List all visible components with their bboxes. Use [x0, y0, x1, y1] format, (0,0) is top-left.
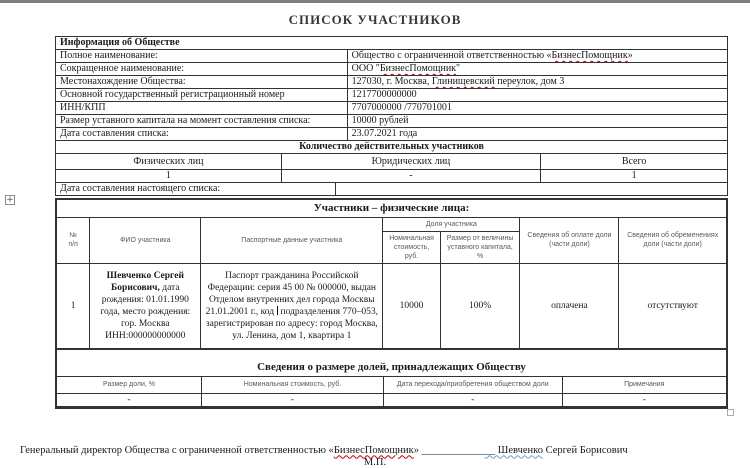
field-value[interactable]: 10000 рублей: [347, 115, 727, 128]
table-row: [56, 115, 728, 128]
column-header: Примечания: [562, 376, 726, 393]
spellcheck-word: БизнесПомощник: [379, 63, 457, 74]
spellcheck-word: БизнесПомощник: [333, 444, 414, 456]
column-header: Всего: [541, 154, 728, 170]
table-row: [56, 76, 728, 89]
field-label: Местонахождение Общества:: [56, 76, 348, 89]
share-size-value[interactable]: -: [57, 393, 202, 406]
column-header-payment: Сведения об оплате доли (части доли): [520, 217, 619, 263]
nominal-value[interactable]: -: [202, 393, 384, 406]
field-label: Дата составления настоящего списка:: [56, 183, 336, 196]
table-row: [56, 154, 728, 170]
spellcheck-word: БизнесПомощник: [551, 50, 628, 61]
column-header: Юридических лиц: [281, 154, 540, 170]
participant-nominal-value: 10000: [383, 263, 441, 349]
participant-fio-cell[interactable]: Шевченко Сергей Борисович, дата рождения: 01.01.1990 года, место рождения: гор. Москва ИНН:000000000000: [90, 263, 201, 349]
column-header-nominal: Номинальная стоимость, руб.: [383, 231, 441, 263]
column-header-encumbrance: Сведения об обременениях доли (части доли): [619, 217, 726, 263]
company-info-table: [55, 36, 728, 141]
company-shares-table: [57, 350, 726, 407]
field-value[interactable]: ООО "БизнесПомощник": [347, 63, 727, 76]
participant-row: [57, 263, 726, 349]
list-date-table: [55, 182, 728, 196]
document-title: СПИСОК УЧАСТНИКОВ: [288, 12, 462, 27]
spellcheck-word: Глинищевский: [431, 76, 495, 87]
table-row: [56, 89, 728, 102]
field-value[interactable]: 1217700000000: [347, 89, 727, 102]
field-value[interactable]: 23.07.2021 года: [347, 128, 727, 141]
company-shares-heading: Сведения о размере долей, принадлежащих Обществу: [57, 350, 726, 376]
column-header-percent: Размер от величины уставного капитала, %: [440, 231, 520, 263]
field-label: Основной государственный регистрационный номер: [56, 89, 348, 102]
signature-underscores: ____________: [421, 444, 485, 456]
text-cursor-caret: [277, 306, 278, 315]
column-header-no: № п/п: [57, 217, 90, 263]
table-row: [56, 102, 728, 115]
field-value[interactable]: Общество с ограниченной ответственностью «БизнесПомощник»: [347, 50, 727, 63]
count-total: 1: [541, 170, 728, 183]
table-row: [56, 170, 728, 183]
column-header: Номинальная стоимость, руб.: [202, 376, 384, 393]
field-label: Дата составления списка:: [56, 128, 348, 141]
transfer-date-value[interactable]: -: [383, 393, 562, 406]
field-label: Полное наименование:: [56, 50, 348, 63]
column-header-passport: Паспортные данные участника: [201, 217, 383, 263]
table-row: [56, 128, 728, 141]
participant-counts-table: [55, 140, 728, 183]
seal-placeholder: М.П.: [363, 456, 387, 468]
table-row: [56, 183, 728, 196]
column-header: Дата перехода/приобретения обществом доли: [383, 376, 562, 393]
field-label: ИНН/КПП: [56, 102, 348, 115]
table-row: [57, 393, 726, 406]
grammar-marked-name: __ Шевченко: [484, 444, 543, 456]
company-info-header: Информация об Обществе: [56, 37, 728, 50]
field-label: Сокращенное наименование:: [56, 63, 348, 76]
participants-table: [57, 200, 726, 350]
count-legal-entities: -: [281, 170, 540, 183]
participant-payment-status: оплачена: [520, 263, 619, 349]
field-value[interactable]: 127030, г. Москва, Глинищевский переулок, дом 3: [347, 76, 727, 89]
table-header-row: [57, 217, 726, 231]
column-header: Размер доли, %: [57, 376, 202, 393]
column-header-fio: ФИО участника: [90, 217, 201, 263]
participant-encumbrance-status: отсутствуют: [619, 263, 726, 349]
field-value-empty[interactable]: [335, 183, 727, 196]
window-top-edge: [0, 0, 750, 3]
table-header-row: [57, 376, 726, 393]
participants-heading: Участники – физические лица:: [57, 200, 726, 217]
participant-number: 1: [57, 263, 90, 349]
signature-line: Генеральный директор Общества с ограниченной ответственностью «БизнесПомощник» ______________ Шевченко Сергей Борисович: [20, 444, 628, 456]
column-header-share-group: Доля участника: [383, 217, 520, 231]
participants-table-container: [6, 195, 728, 409]
document-page: [0, 12, 750, 468]
field-label: Размер уставного капитала на момент составления списка:: [56, 115, 348, 128]
table-resize-handle-icon[interactable]: [727, 409, 734, 416]
column-header: Физических лиц: [56, 154, 282, 170]
table-row: [56, 50, 728, 63]
table-row: [56, 63, 728, 76]
count-individuals: 1: [56, 170, 282, 183]
participant-passport-cell[interactable]: Паспорт гражданина Российской Федерации: серия 45 00 № 000000, выдан Отделом внутренних дел города Москвы 21.01.2001 г., код подразделения 770–053, зарегистрирован по адресу: город Москва, ул. Ленина, дом 1, квартира 1: [201, 263, 383, 349]
table-move-handle-icon[interactable]: +: [6, 195, 14, 205]
notes-value[interactable]: -: [562, 393, 726, 406]
participant-percent-value: 100%: [440, 263, 520, 349]
field-value[interactable]: 7707000000 /770701001: [347, 102, 727, 115]
counts-section-header: Количество действительных участников: [56, 141, 728, 154]
